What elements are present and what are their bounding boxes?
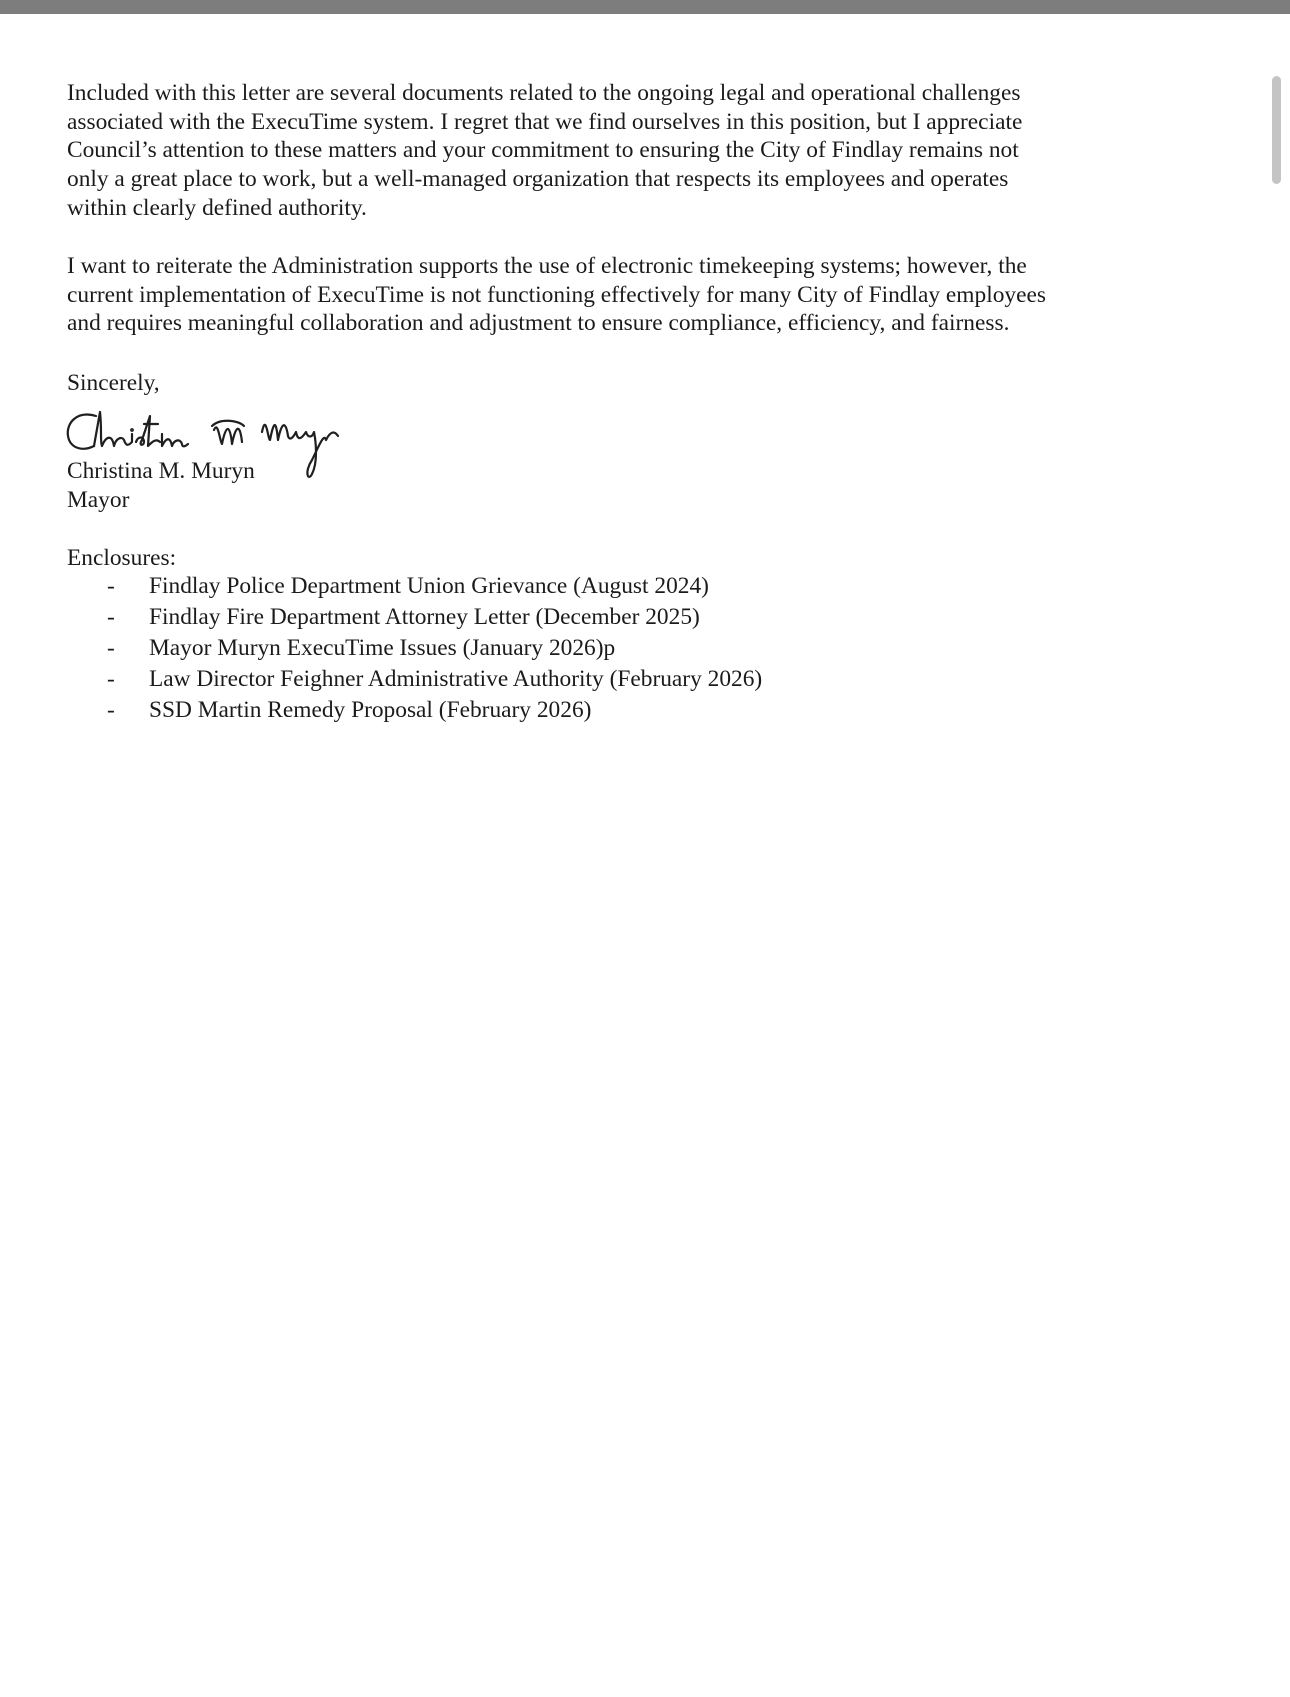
enclosure-text: SSD Martin Remedy Proposal (February 2026) <box>149 697 592 723</box>
letter-paragraph-1: Included with this letter are several documents related to the ongoing legal and operational challenges associated with the ExecuTime system. I regret that we find ourselves in this position, but I appreciate Council’s attention to these matters and your commitment to ensuring the City of Findlay remains not only a great place to work, but a well-managed organization that respects its employees and operates within clearly defined authority. <box>67 80 1023 221</box>
signer-title: Mayor <box>67 487 130 513</box>
letter-paragraph-2: I want to reiterate the Administration supports the use of electronic timekeeping systems; however, the current implementation of ExecuTime is not functioning effectively for many City of Findlay employees and requires meaningful collaboration and adjustment to ensure compliance, efficiency, and fairness. <box>67 253 1046 337</box>
enclosure-text: Findlay Fire Department Attorney Letter (December 2025) <box>149 604 700 630</box>
enclosure-text: Findlay Police Department Union Grievance (August 2024) <box>149 573 709 599</box>
viewer-top-bar <box>0 0 1290 14</box>
enclosure-text: Law Director Feighner Administrative Authority (February 2026) <box>149 666 763 692</box>
letter-closing: Sincerely, <box>67 370 160 396</box>
bullet-dash: - <box>107 635 115 661</box>
bullet-dash: - <box>107 604 115 630</box>
bullet-dash: - <box>107 666 115 692</box>
bullet-dash: - <box>107 697 115 723</box>
enclosure-text: Mayor Muryn ExecuTime Issues (January 2026)p <box>149 635 616 661</box>
signer-name: Christina M. Muryn <box>67 458 255 484</box>
scrollbar-thumb[interactable] <box>1272 76 1281 184</box>
bullet-dash: - <box>107 573 115 599</box>
enclosures-heading: Enclosures: <box>67 545 177 571</box>
